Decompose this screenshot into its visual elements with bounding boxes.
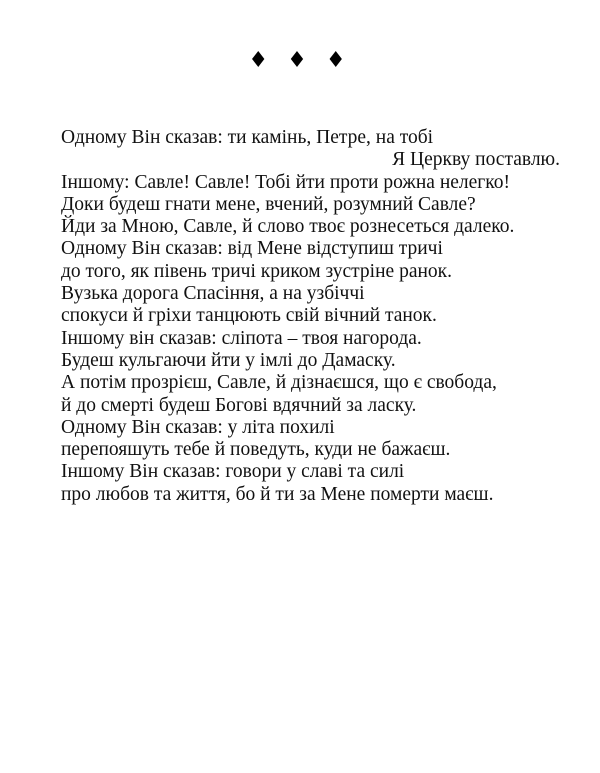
- poem-line: до того, як півень тричі криком зустріне ранок.: [61, 260, 453, 282]
- poem-line: про любов та життя, бо й ти за Мене померти маєш.: [61, 483, 494, 505]
- poem-line: Йди за Мною, Савле, й слово твоє рознесеться далеко.: [61, 216, 515, 238]
- poem-line: Одному Він сказав: у літа похилі: [61, 416, 335, 438]
- poem-line: Іншому Він сказав: говори у славі та силі: [61, 461, 405, 483]
- poem-line: Доки будеш гнати мене, вчений, розумний Савле?: [61, 193, 476, 215]
- poem-line: Іншому: Савле! Савле! Тобі йти проти рожна нелегко!: [61, 171, 511, 193]
- poem-line: перепояшуть тебе й поведуть, куди не бажаєш.: [61, 439, 451, 461]
- poem-line: Одному Він сказав: ти камінь, Петре, на тобі: [61, 127, 434, 148]
- section-ornament: ♦ ♦ ♦: [248, 48, 352, 73]
- poem-line: Іншому він сказав: сліпота – твоя нагорода.: [61, 327, 422, 349]
- poem-line: спокуси й гріхи танцюють свій вічний танок.: [61, 305, 437, 327]
- poem-line: й до смерті будеш Богові вдячний за ласку.: [61, 394, 417, 416]
- poem-line-right-aligned: Я Церкву поставлю.: [392, 149, 560, 171]
- poem-line: А потім прозрієш, Савле, й дізнаєшся, що є свобода,: [61, 372, 497, 394]
- poem-line: Будеш кульгаючи йти у імлі до Дамаску.: [61, 349, 396, 371]
- poem-line: Вузька дорога Спасіння, а на узбіччі: [61, 283, 365, 305]
- poem-line: Одному Він сказав: від Мене відступиш тричі: [61, 238, 443, 260]
- poem-body: [61, 127, 561, 506]
